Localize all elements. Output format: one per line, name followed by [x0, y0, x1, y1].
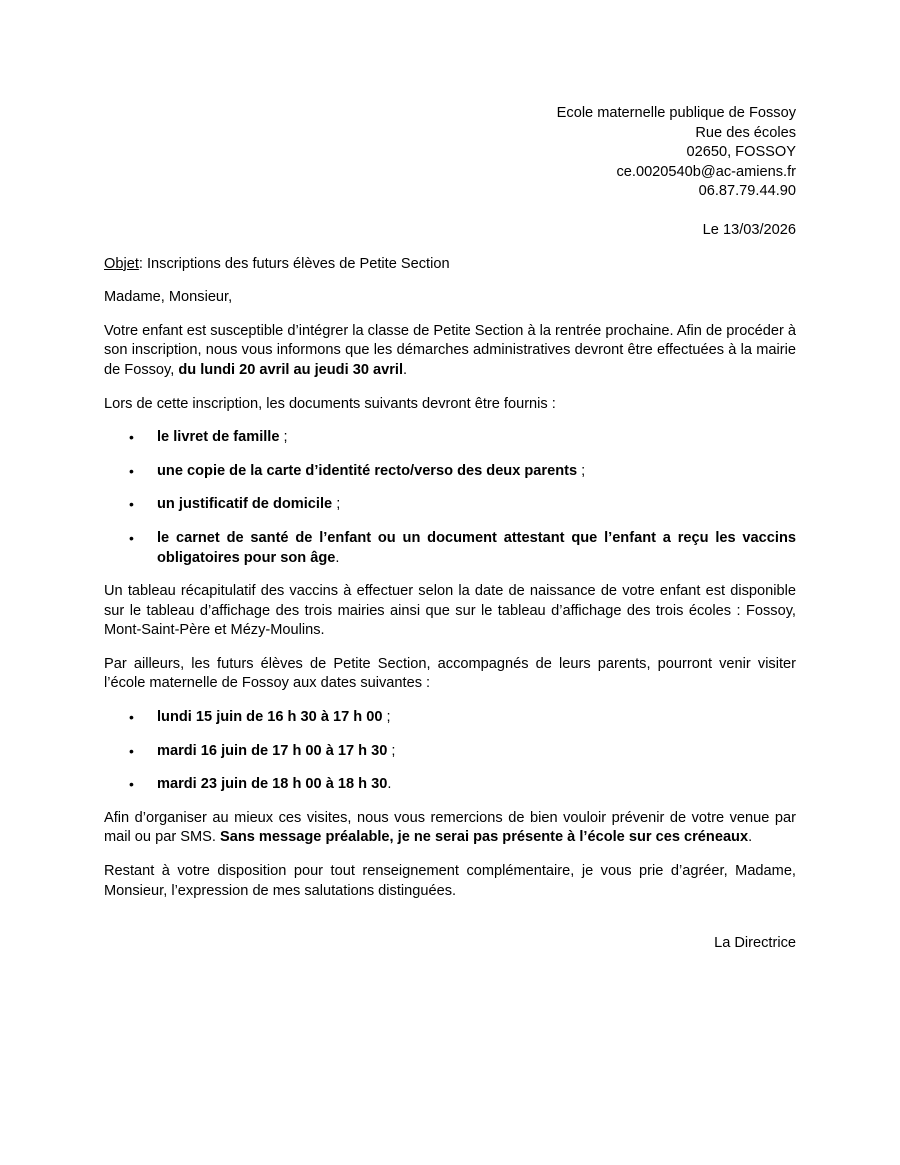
document-name: un justificatif de domicile	[157, 496, 333, 513]
letter-body	[104, 104, 796, 954]
list-item	[104, 428, 796, 448]
sender-postcode-city: 02650, FOSSOY	[686, 144, 796, 161]
document-suffix: ;	[332, 496, 341, 513]
visit-slot: mardi 23 juin de 18 h 00 à 18 h 30	[157, 776, 388, 793]
paragraph-visit-notice-text: Afin d’organiser au mieux ces visites, nous vous remercions de bien vouloir prévenir de votre venue par mail ou par SMS.	[104, 809, 796, 846]
sender-email: ce.0020540b@ac-amiens.fr	[616, 163, 796, 180]
document-suffix: ;	[279, 429, 288, 446]
list-item	[104, 495, 796, 515]
paragraph-visit-notice	[104, 809, 796, 848]
signature: La Directrice	[714, 935, 796, 952]
subject-label: Objet	[104, 255, 139, 272]
document-name: le carnet de santé de l’enfant ou un document attestant que l’enfant a reçu les vaccins obligatoires pour son âge	[157, 529, 796, 566]
paragraph-visit-notice-end: .	[748, 829, 753, 846]
bullet-icon: •	[129, 742, 134, 759]
paragraph-registration-end: .	[403, 361, 408, 378]
visits-list	[104, 708, 796, 795]
sender-address-block	[104, 104, 796, 202]
sender-street: Rue des écoles	[695, 124, 796, 141]
paragraph-documents-intro: Lors de cette inscription, les documents suivants devront être fournis :	[104, 395, 556, 412]
visit-suffix: ;	[387, 742, 396, 759]
letter-date: Le 13/03/2026	[702, 221, 796, 238]
list-item	[104, 775, 796, 795]
salutation: Madame, Monsieur,	[104, 289, 233, 306]
bullet-icon: •	[129, 429, 134, 446]
visit-suffix: ;	[382, 709, 391, 726]
list-item	[104, 708, 796, 728]
paragraph-registration-text: Votre enfant est susceptible d’intégrer la classe de Petite Section à la rentrée prochaine. Afin de procéder à son inscription, nous vous informons que les démarches administratives devront être effectuées à la mairie de Fossoy,	[104, 322, 797, 378]
subject-text: : Inscriptions des futurs élèves de Petite Section	[138, 255, 450, 272]
sender-phone: 06.87.79.44.90	[698, 183, 796, 200]
registration-dates: du lundi 20 avril au jeudi 30 avril	[178, 361, 404, 378]
bullet-icon: •	[129, 529, 134, 546]
paragraph-vaccines: Un tableau récapitulatif des vaccins à effectuer selon la date de naissance de votre enfant est disponible sur le tableau d’affichage des trois mairies ainsi que sur le tableau d’affichage des trois écoles : Fossoy, Mont-Saint-Père et Mézy-Moulins.	[104, 583, 796, 639]
bullet-icon: •	[129, 776, 134, 793]
list-item	[104, 462, 796, 482]
paragraph-closing: Restant à votre disposition pour tout renseignement complémentaire, je vous prie d’agréer, Madame, Monsieur, l’expression de mes salutations distinguées.	[104, 863, 796, 899]
visit-slot: mardi 16 juin de 17 h 00 à 17 h 30	[157, 742, 388, 759]
bullet-icon: •	[129, 709, 134, 726]
subject-line	[104, 255, 796, 275]
documents-list	[104, 428, 796, 568]
visit-suffix: .	[387, 776, 392, 793]
document-name: le livret de famille	[157, 429, 280, 446]
bullet-icon: •	[129, 496, 134, 513]
list-item	[104, 529, 796, 568]
bullet-icon: •	[129, 462, 134, 479]
visit-slot: lundi 15 juin de 16 h 30 à 17 h 00	[157, 709, 383, 726]
visit-warning: Sans message préalable, je ne serai pas présente à l’école sur ces créneaux	[219, 829, 749, 846]
document-suffix: ;	[577, 462, 586, 479]
paragraph-visits-intro: Par ailleurs, les futurs élèves de Petite Section, accompagnés de leurs parents, pourront venir visiter l’école maternelle de Fossoy aux dates suivantes :	[104, 655, 796, 692]
sender-school-name: Ecole maternelle publique de Fossoy	[556, 105, 796, 121]
document-name: une copie de la carte d’identité recto/verso des deux parents	[157, 462, 578, 479]
list-item	[104, 742, 796, 762]
paragraph-registration	[104, 322, 796, 381]
document-suffix: .	[335, 549, 340, 566]
